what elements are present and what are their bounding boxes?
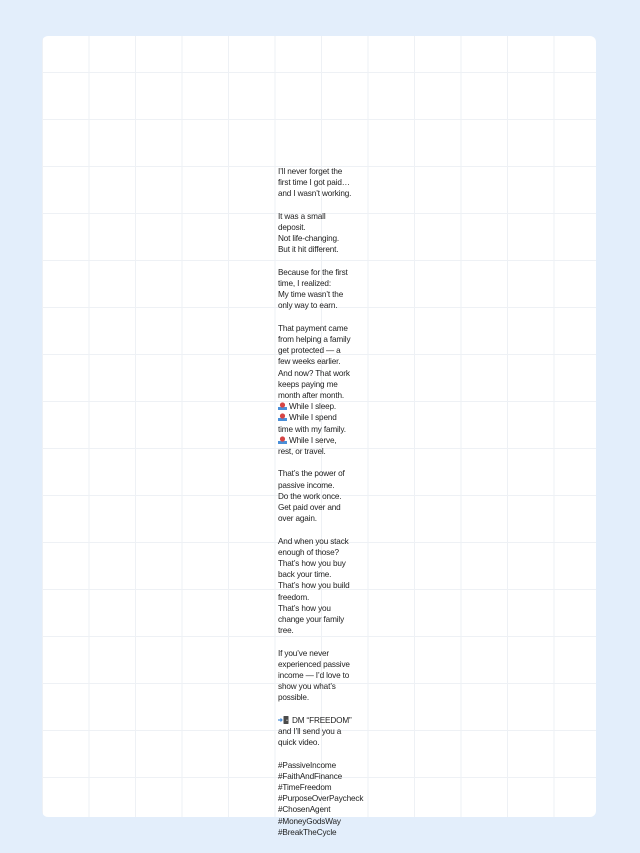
post-paragraph-7: If you’ve never experienced passive income — I’d love to show you what’s possible.: [278, 648, 350, 703]
bullet-3: [278, 436, 337, 456]
post-paragraph-1: I’ll never forget the first time I got paid… and I wasn’t working.: [278, 167, 352, 199]
post-paragraph-8-text: DM “FREEDOM” and I’ll send you a quick video.: [278, 715, 352, 748]
post-paragraph-4: [278, 323, 352, 457]
bullet-2-text: While I spend time with my family.: [278, 413, 346, 434]
post-paragraph-5: That’s the power of passive income. Do the work once. Get paid over and over again.: [278, 469, 345, 524]
pin-emoji-icon: [278, 436, 287, 444]
post-paragraph-8: [278, 715, 352, 749]
pin-emoji-icon: [278, 413, 287, 421]
post-hashtags: #PassiveIncome #FaithAndFinance #TimeFreedom #PurposeOverPaycheck #ChosenAgent #MoneyGodsWay #BreakTheCycle: [278, 760, 364, 837]
bullet-1: [278, 402, 336, 411]
post-card: [42, 36, 596, 837]
bullet-2: [278, 413, 346, 433]
post-paragraph-2: It was a small deposit. Not life-changing. But it hit different.: [278, 211, 340, 255]
post-text: [278, 166, 364, 838]
post-paragraph-3: Because for the first time, I realized: My time wasn’t the only way to earn.: [278, 267, 348, 311]
pin-emoji-icon: [278, 402, 287, 410]
point-right-door-emoji-icon: [278, 716, 290, 724]
bullet-3-text: While I serve, rest, or travel.: [278, 435, 337, 457]
bullet-1-text: While I sleep.: [289, 402, 337, 412]
post-paragraph-6: And when you stack enough of those? That’s how you buy back your time. That’s how you build freedom. That’s how you change your family tree.: [278, 536, 350, 636]
post-paragraph-4-text: That payment came from helping a family get protected — a few weeks earlier. And now? That work keeps paying me month after month.: [278, 323, 351, 401]
